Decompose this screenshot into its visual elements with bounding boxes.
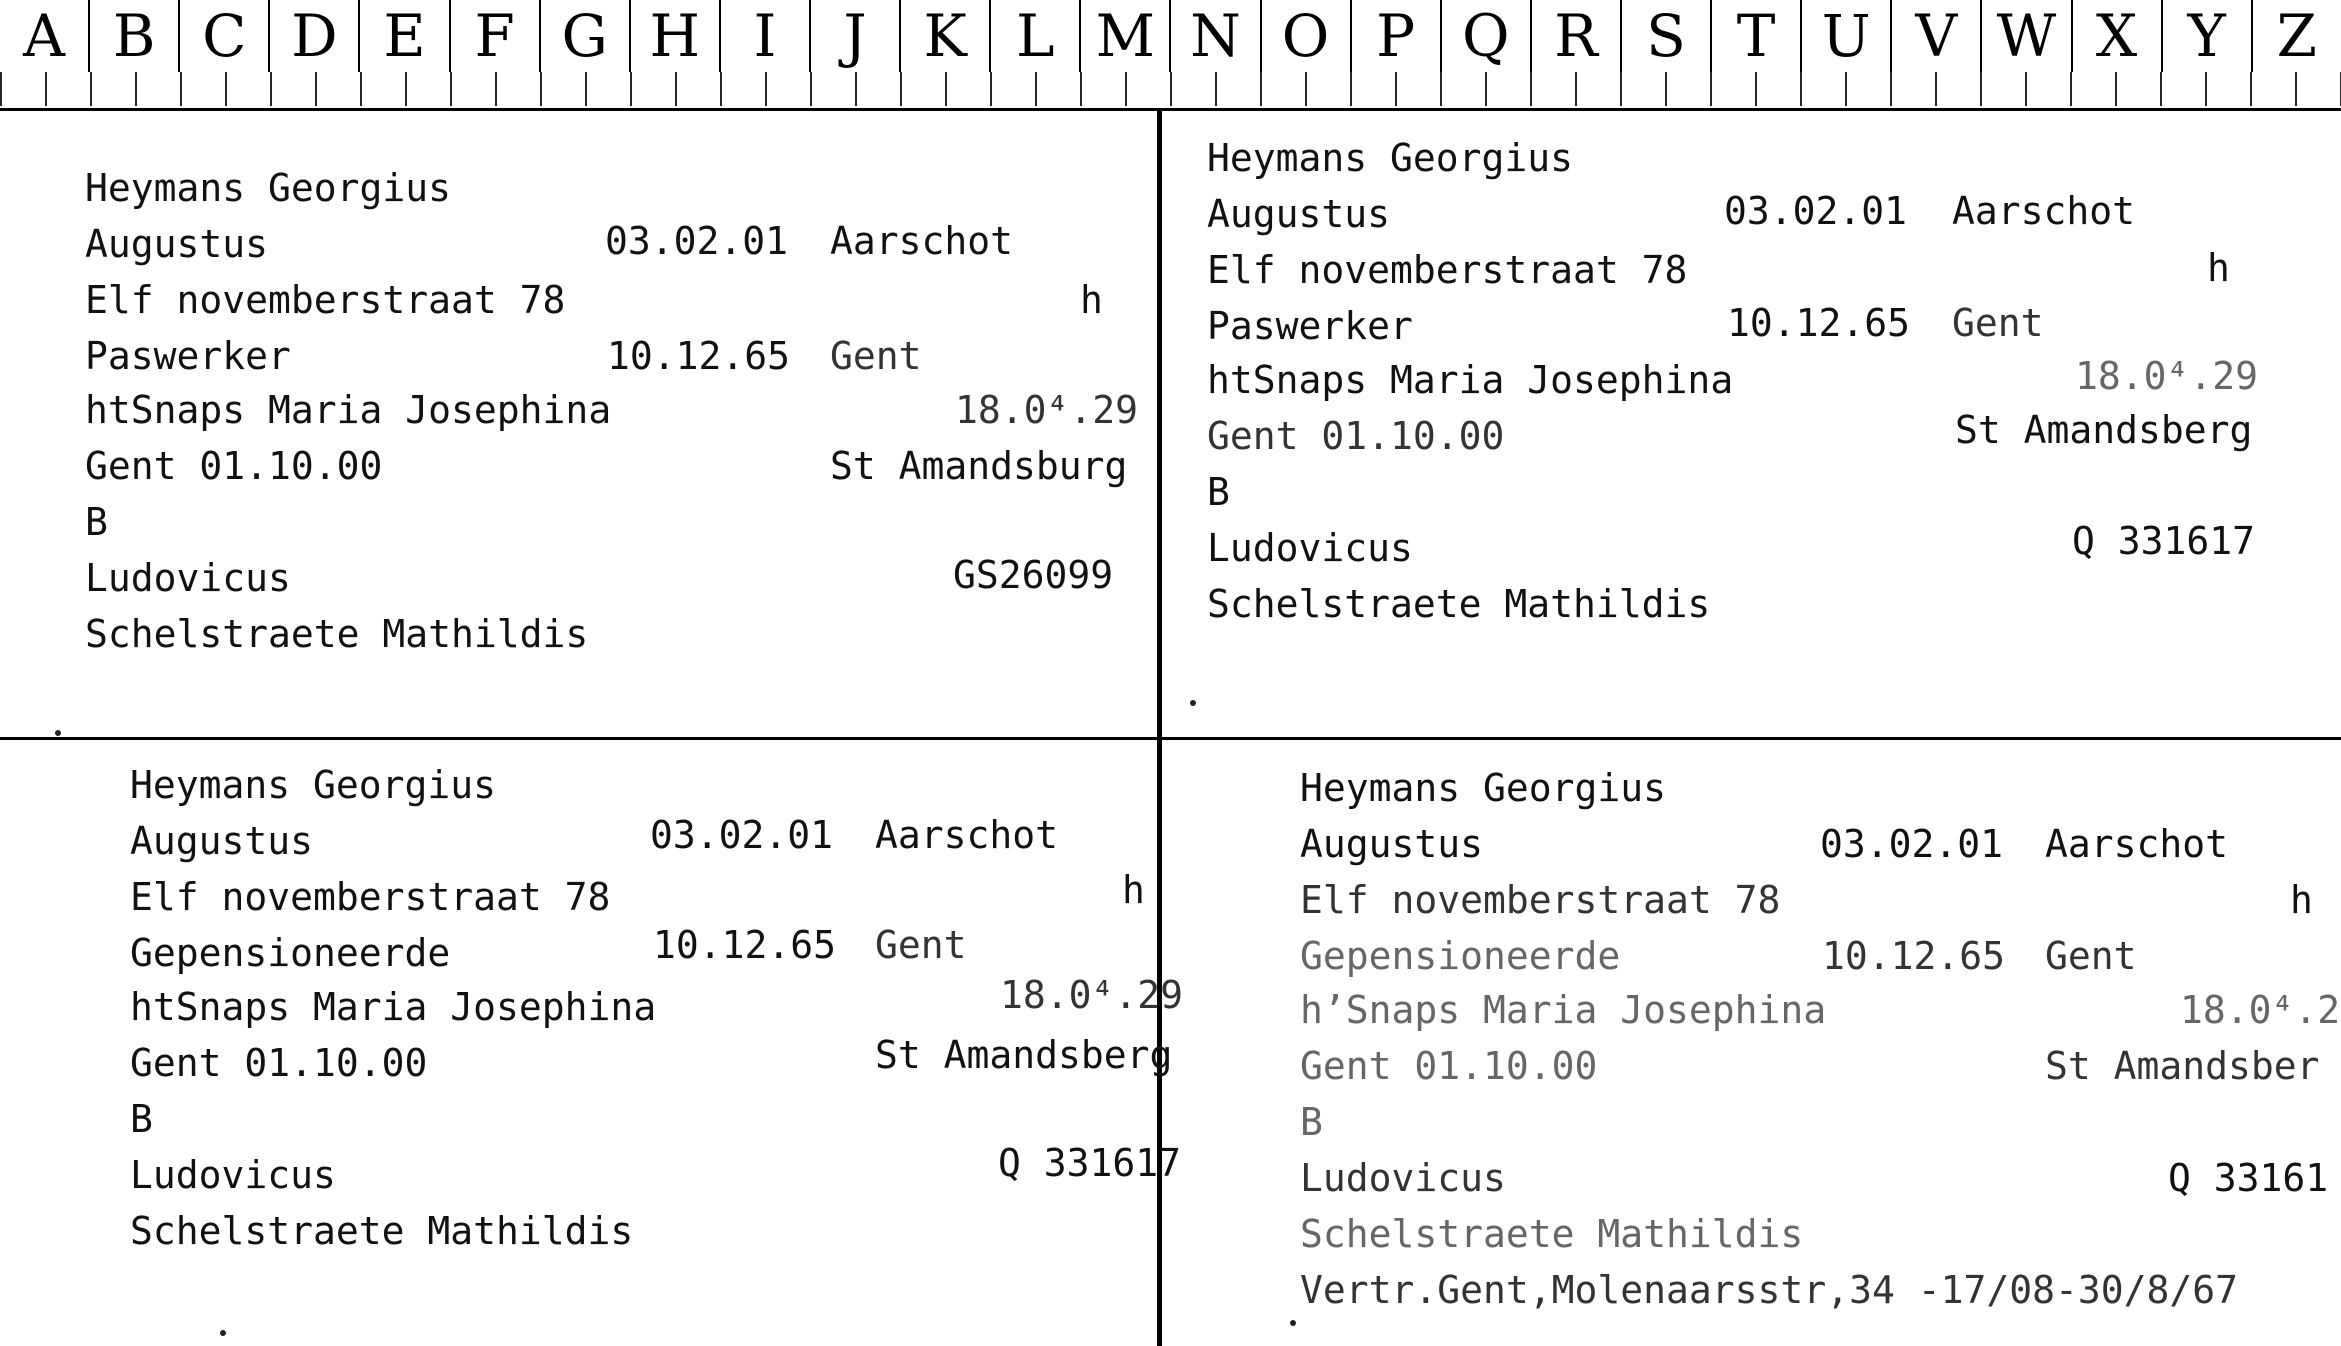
ruler-ticks — [0, 72, 2341, 106]
scan-speck — [55, 730, 61, 736]
card-spouse-birth: Gent 01.10.00 — [85, 444, 383, 488]
alphabet-letter: K — [899, 0, 989, 72]
card-spouse-place: St Amandsberg — [1955, 408, 2253, 452]
scan-speck — [220, 1330, 226, 1336]
scan-speck — [1190, 700, 1196, 706]
card-given-name: Augustus — [85, 222, 269, 266]
card-forwarding-note: Vertr.Gent,Molenaarsstr,34 -17/08-30/8/67 — [1300, 1268, 2238, 1312]
card-mother: Schelstraete Mathildis — [1300, 1212, 1804, 1256]
card-address: Elf novemberstraat 78 — [1300, 878, 1781, 922]
card-mother: Schelstraete Mathildis — [85, 612, 589, 656]
alphabet-letters — [0, 0, 2341, 72]
card-birth-date: 03.02.01 — [1724, 189, 1908, 233]
alphabet-letter: A — [23, 2, 65, 70]
card-marriage-date: 10.12.65 — [607, 334, 791, 378]
alphabet-letter: F — [449, 0, 539, 72]
card-name: Heymans Georgius — [1207, 136, 1574, 180]
card-name: Heymans Georgius — [85, 166, 452, 210]
card-birth-date: 03.02.01 — [1820, 822, 2004, 866]
alphabet-letter: J — [809, 0, 899, 72]
card-spouse: htSnaps Maria Josephina — [130, 985, 657, 1029]
card-spouse-date: 18.0⁴.2 — [2180, 988, 2341, 1032]
scan-speck — [1290, 1320, 1296, 1326]
card-sex: h — [1122, 868, 1145, 912]
card-given-name: Augustus — [130, 819, 314, 863]
card-name: Heymans Georgius — [1300, 766, 1667, 810]
card-document-number: Q 331617 — [2072, 519, 2256, 563]
alphabet-letter: G — [539, 0, 629, 72]
card-address: Elf novemberstraat 78 — [130, 875, 611, 919]
alphabet-letter: R — [1530, 0, 1620, 72]
card-occupation: Gepensioneerde — [1300, 934, 1621, 978]
card-spouse-date: 18.0⁴.29 — [2075, 354, 2259, 398]
card-birth-place: Aarschot — [2045, 822, 2229, 866]
card-birth-date: 03.02.01 — [605, 219, 789, 263]
card-sex: h — [2207, 246, 2230, 290]
card-occupation: Paswerker — [1207, 304, 1413, 348]
card-document-number: Q 331617 — [998, 1141, 1182, 1185]
card-marriage-place: Gent — [875, 923, 967, 967]
alphabet-letter: O — [1260, 0, 1350, 72]
card-occupation: Gepensioneerde — [130, 931, 451, 975]
card-marriage-place: Gent — [830, 334, 922, 378]
card-father: Ludovicus — [1207, 526, 1413, 570]
card-spouse-place: St Amandsber — [2045, 1044, 2320, 1088]
alphabet-letter: L — [989, 0, 1079, 72]
card-birth-place: Aarschot — [875, 813, 1059, 857]
card-father: Ludovicus — [85, 556, 291, 600]
alphabet-letter: Q — [1440, 0, 1530, 72]
card-birth-place: Aarschot — [830, 219, 1014, 263]
horizontal-divider — [0, 737, 2341, 740]
alphabet-letter: E — [358, 0, 448, 72]
alphabet-letter: X — [2071, 0, 2161, 72]
card-sex: h — [1080, 278, 1103, 322]
card-nationality: B — [130, 1097, 153, 1141]
card-marriage-place: Gent — [2045, 934, 2137, 978]
card-father: Ludovicus — [1300, 1156, 1506, 1200]
card-address: Elf novemberstraat 78 — [85, 278, 566, 322]
card-marriage-place: Gent — [1952, 301, 2044, 345]
card-marriage-date: 10.12.65 — [1822, 934, 2006, 978]
alphabet-letter: U — [1800, 0, 1890, 72]
alphabet-letter: W — [1980, 0, 2070, 72]
card-document-number: Q 33161 — [2168, 1156, 2329, 1200]
card-spouse: htSnaps Maria Josephina — [85, 388, 612, 432]
alphabet-letter: V — [1890, 0, 1980, 72]
card-nationality: B — [85, 500, 108, 544]
card-father: Ludovicus — [130, 1153, 336, 1197]
alphabet-letter: D — [268, 0, 358, 72]
card-spouse-place: St Amandsburg — [830, 444, 1128, 488]
alphabet-letter: H — [629, 0, 719, 72]
alphabet-letter: Z — [2251, 0, 2341, 72]
card-spouse-birth: Gent 01.10.00 — [130, 1041, 428, 1085]
card-birth-date: 03.02.01 — [650, 813, 834, 857]
card-name: Heymans Georgius — [130, 763, 497, 807]
alphabet-letter: T — [1710, 0, 1800, 72]
card-spouse-date: 18.0⁴.29 — [1000, 973, 1184, 1017]
card-occupation: Paswerker — [85, 334, 291, 378]
card-spouse-place: St Amandsberg — [875, 1033, 1173, 1077]
card-spouse-date: 18.0⁴.29 — [955, 388, 1139, 432]
card-mother: Schelstraete Mathildis — [130, 1209, 634, 1253]
alphabet-index-strip — [0, 0, 2341, 111]
alphabet-letter: Y — [2161, 0, 2251, 72]
card-spouse-birth: Gent 01.10.00 — [1300, 1044, 1598, 1088]
card-marriage-date: 10.12.65 — [653, 923, 837, 967]
alphabet-letter: P — [1350, 0, 1440, 72]
alphabet-letter: C — [178, 0, 268, 72]
card-given-name: Augustus — [1207, 192, 1391, 236]
card-marriage-date: 10.12.65 — [1727, 301, 1911, 345]
card-spouse-birth: Gent 01.10.00 — [1207, 414, 1505, 458]
alphabet-letter: M — [1079, 0, 1169, 72]
alphabet-letter: N — [1169, 0, 1259, 72]
alphabet-letter: I — [719, 0, 809, 72]
alphabet-letter: S — [1620, 0, 1710, 72]
card-sex: h — [2290, 878, 2313, 922]
card-spouse: h’Snaps Maria Josephina — [1300, 988, 1827, 1032]
card-spouse: htSnaps Maria Josephina — [1207, 358, 1734, 402]
card-given-name: Augustus — [1300, 822, 1484, 866]
card-address: Elf novemberstraat 78 — [1207, 248, 1688, 292]
card-document-number: GS26099 — [953, 553, 1114, 597]
card-birth-place: Aarschot — [1952, 189, 2136, 233]
card-mother: Schelstraete Mathildis — [1207, 582, 1711, 626]
alphabet-letter: B — [88, 0, 178, 72]
card-nationality: B — [1300, 1100, 1323, 1144]
card-nationality: B — [1207, 470, 1230, 514]
